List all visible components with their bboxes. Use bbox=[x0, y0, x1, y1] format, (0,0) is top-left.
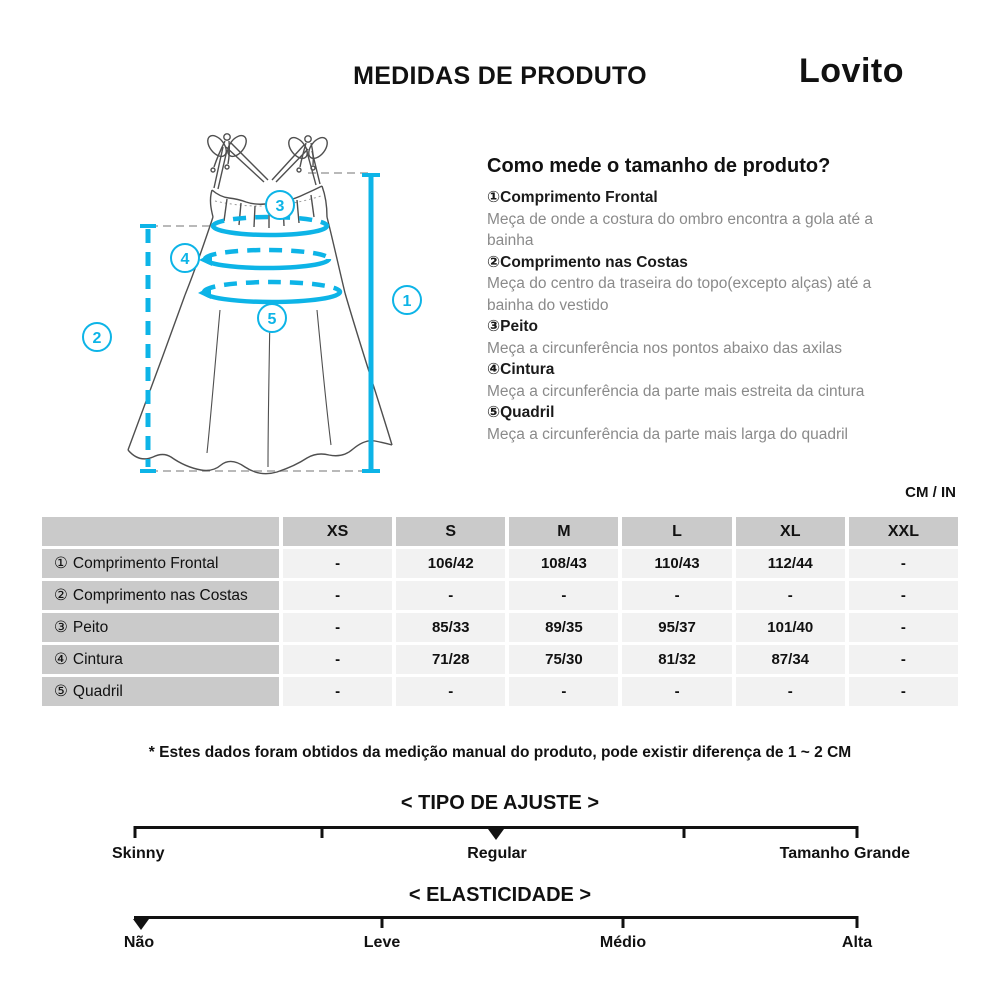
elasticity-label-leve: Leve bbox=[363, 934, 401, 951]
fit-label-tamanho-grande: Tamanho Grande bbox=[779, 845, 910, 862]
item-description: Meça a circunferência da parte mais larga do quadril bbox=[487, 425, 848, 443]
table-cell: - bbox=[509, 581, 618, 610]
table-cell: - bbox=[283, 549, 392, 578]
table-cell: - bbox=[849, 581, 958, 610]
column-header-l: L bbox=[622, 517, 731, 546]
table-cell: - bbox=[736, 581, 845, 610]
item-label: Quadril bbox=[500, 404, 555, 421]
brand-logo: Lovito bbox=[799, 52, 904, 90]
column-header-xl: XL bbox=[736, 517, 845, 546]
table-cell: - bbox=[849, 645, 958, 674]
badge-5: 5 bbox=[267, 311, 277, 328]
row-header: ④ Cintura bbox=[42, 645, 279, 674]
elasticity-tick-end bbox=[856, 916, 859, 928]
size-table bbox=[42, 517, 958, 706]
elasticity-scale-line bbox=[134, 916, 858, 919]
table-cell: - bbox=[736, 677, 845, 706]
guide-item bbox=[487, 187, 897, 252]
table-cell: 112/44 bbox=[736, 549, 845, 578]
table-cell: 101/40 bbox=[736, 613, 845, 642]
guide-item bbox=[487, 252, 897, 317]
elasticity-tick-medio bbox=[621, 916, 624, 928]
item-label: Peito bbox=[500, 318, 539, 335]
measuring-guide bbox=[487, 155, 897, 445]
table-cell: - bbox=[396, 677, 505, 706]
fit-label-skinny: Skinny bbox=[112, 845, 165, 862]
table-corner-cell bbox=[42, 517, 279, 546]
fit-indicator-triangle bbox=[488, 829, 504, 840]
table-cell: 81/32 bbox=[622, 645, 731, 674]
table-cell: 89/35 bbox=[509, 613, 618, 642]
table-cell: - bbox=[622, 677, 731, 706]
units-label: CM / IN bbox=[905, 484, 956, 501]
item-description: Meça de onde a costura do ombro encontra a gola até a bainha bbox=[487, 210, 874, 249]
item-description: Meça a circunferência da parte mais estreita da cintura bbox=[487, 382, 865, 400]
fit-tick-end bbox=[856, 826, 859, 838]
fit-label-regular: Regular bbox=[467, 845, 527, 862]
badge-1: 1 bbox=[402, 293, 412, 310]
table-cell: - bbox=[283, 645, 392, 674]
elasticity-label-medio: Médio bbox=[599, 934, 647, 951]
badge-4: 4 bbox=[180, 251, 190, 268]
item-number: ① bbox=[487, 189, 501, 206]
elasticity-tick-leve bbox=[380, 916, 383, 928]
page-title: MEDIDAS DE PRODUTO bbox=[353, 62, 647, 90]
fit-tick-start bbox=[134, 826, 137, 838]
table-cell: 75/30 bbox=[509, 645, 618, 674]
fit-tick-threequarter bbox=[683, 826, 686, 838]
table-cell: - bbox=[283, 581, 392, 610]
column-header-s: S bbox=[396, 517, 505, 546]
table-cell: - bbox=[849, 677, 958, 706]
item-description: Meça do centro da traseira do topo(excepto alças) até a bainha do vestido bbox=[487, 275, 872, 314]
guide-item bbox=[487, 402, 897, 445]
table-cell: - bbox=[509, 677, 618, 706]
table-cell: 108/43 bbox=[509, 549, 618, 578]
item-number: ④ bbox=[487, 361, 501, 378]
badge-3: 3 bbox=[275, 198, 285, 215]
fit-scale-title: < TIPO DE AJUSTE > bbox=[400, 792, 600, 814]
elasticity-label-nao: Não bbox=[123, 934, 155, 951]
elasticity-label-alta: Alta bbox=[841, 934, 873, 951]
table-cell: - bbox=[849, 549, 958, 578]
fit-tick-quarter bbox=[321, 826, 324, 838]
column-header-m: M bbox=[509, 517, 618, 546]
dress-measurement-diagram bbox=[55, 105, 475, 490]
table-cell: - bbox=[283, 613, 392, 642]
guide-item bbox=[487, 316, 897, 359]
badge-2: 2 bbox=[92, 330, 102, 347]
table-cell: 71/28 bbox=[396, 645, 505, 674]
row-header: ② Comprimento nas Costas bbox=[42, 581, 279, 610]
item-number: ③ bbox=[487, 318, 501, 335]
row-header: ⑤ Quadril bbox=[42, 677, 279, 706]
fit-scale-line bbox=[134, 826, 858, 829]
item-label: Comprimento Frontal bbox=[500, 189, 658, 206]
table-cell: 110/43 bbox=[622, 549, 731, 578]
item-label: Cintura bbox=[500, 361, 555, 378]
elasticity-indicator-triangle bbox=[133, 919, 149, 930]
row-header: ① Comprimento Frontal bbox=[42, 549, 279, 578]
table-cell: - bbox=[849, 613, 958, 642]
row-header: ③ Peito bbox=[42, 613, 279, 642]
elasticity-scale-title: < ELASTICIDADE > bbox=[408, 884, 592, 906]
table-cell: 106/42 bbox=[396, 549, 505, 578]
guide-heading: Como mede o tamanho de produto? bbox=[487, 155, 831, 177]
measurement-disclaimer: * Estes dados foram obtidos da medição manual do produto, pode existir diferença de 1 ~ 2 CM bbox=[148, 744, 852, 761]
table-cell: - bbox=[622, 581, 731, 610]
guide-item bbox=[487, 359, 897, 402]
table-cell: - bbox=[396, 581, 505, 610]
table-cell: 95/37 bbox=[622, 613, 731, 642]
table-cell: 87/34 bbox=[736, 645, 845, 674]
column-header-xxl: XXL bbox=[849, 517, 958, 546]
item-number: ② bbox=[487, 253, 501, 271]
column-header-xs: XS bbox=[283, 517, 392, 546]
item-description: Meça a circunferência nos pontos abaixo das axilas bbox=[487, 339, 842, 357]
item-number: ⑤ bbox=[487, 404, 501, 421]
table-cell: 85/33 bbox=[396, 613, 505, 642]
item-label: Comprimento nas Costas bbox=[500, 253, 688, 271]
table-cell: - bbox=[283, 677, 392, 706]
